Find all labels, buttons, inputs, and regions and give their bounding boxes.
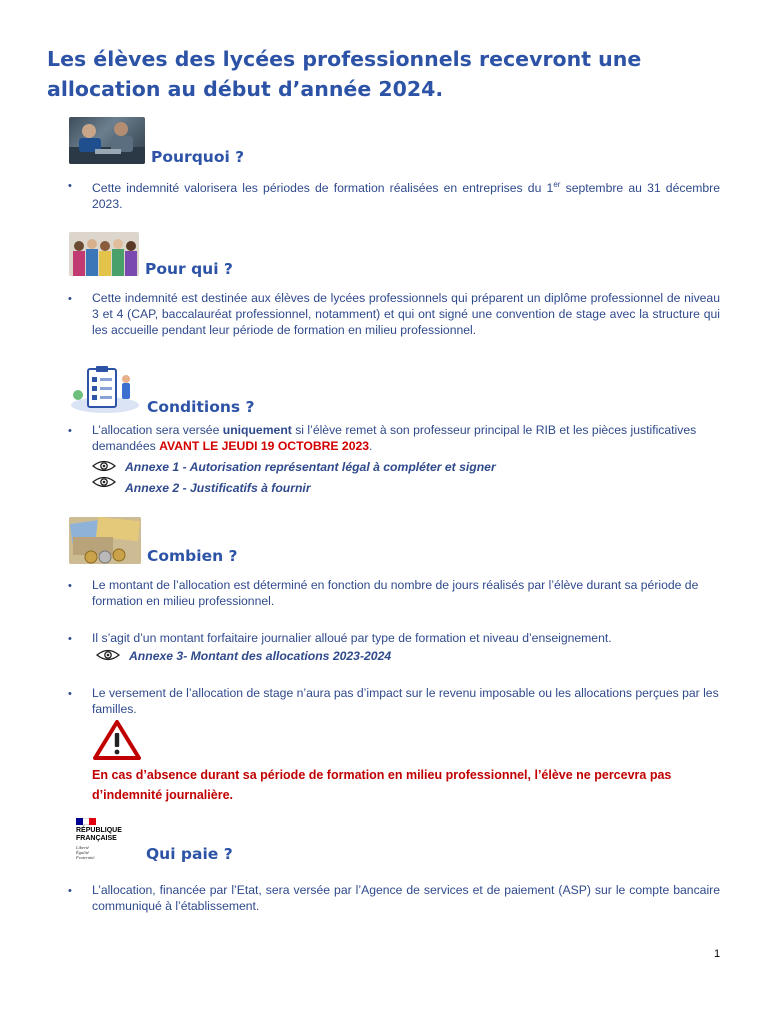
combien-text-3: Le versement de l’allocation de stage n’aura pas d’impact sur le revenu imposable ou les allocations perçues par les familles. [92, 686, 719, 716]
annex-3-link[interactable]: Annexe 3- Montant des allocations 2023-2024 [129, 649, 392, 663]
section-heading-combien: Combien ? [147, 547, 238, 565]
absence-warning: En cas d’absence durant sa période de formation en milieu professionnel, l’élève ne percevra pas d’indemnité journalière. [92, 768, 672, 802]
warning-triangle-icon [92, 719, 142, 761]
section-heading-qui-paie: Qui paie ? [146, 845, 233, 863]
page-number: 1 [714, 948, 721, 960]
pourquoi-text: Cette indemnité valorisera les périodes de formation réalisées en entreprises du 1er septembre au 31 décembre 2023. [92, 180, 720, 212]
conditions-text: L’allocation sera versée uniquement si l’élève remet à son professeur principal le RIB et les pièces justificatives demandées AVANT LE JEUDI 19 OCTOBRE 2023. [92, 423, 697, 453]
combien-text-2: Il s’agit d’un montant forfaitaire journalier alloué par type de formation et niveau d’enseignement. [92, 631, 612, 645]
section-heading-pour-qui: Pour qui ? [145, 260, 233, 278]
republique-francaise-logo: RÉPUBLIQUE FRANÇAISE Liberté Égalité Fraternité [76, 818, 140, 860]
section-heading-conditions: Conditions ? [147, 398, 255, 416]
bullet: • [68, 580, 72, 592]
annex-2-link[interactable]: Annexe 2 - Justificatifs à fournir [125, 481, 311, 495]
pour-qui-text: Cette indemnité est destinée aux élèves de lycées professionnels qui préparent un diplôme professionnel de niveau 3 et 4 (CAP, baccalauréat professionnel, notamment) et qui ont signé une convention de stage avec la structure qui les accueille pendant leur période de formation en milieu professionnel. [92, 291, 720, 337]
bullet: • [68, 633, 72, 645]
eye-icon [92, 459, 116, 473]
annex-1-link[interactable]: Annexe 1 - Autorisation représentant légal à compléter et signer [125, 460, 496, 474]
checklist-illustration [70, 365, 140, 413]
bullet: • [68, 180, 72, 192]
combien-text-1: Le montant de l’allocation est déterminé en fonction du nombre de jours réalisés par l’élève durant sa période de formation en milieu professionnel. [92, 578, 699, 608]
page-title: Les élèves des lycées professionnels recevront une allocation au début d’année 2024. [47, 47, 642, 101]
eye-icon [92, 475, 116, 489]
students-photo [69, 232, 139, 276]
bullet: • [68, 885, 72, 897]
bullet: • [68, 688, 72, 700]
bullet: • [68, 425, 72, 437]
section-heading-pourquoi: Pourquoi ? [151, 148, 245, 166]
qui-paie-text: L’allocation, financée par l’Etat, sera versée par l’Agence de services et de paiement (ASP) sur le compte bancaire communiqué à l’établissement. [92, 883, 720, 913]
bullet: • [68, 293, 72, 305]
eye-icon [96, 648, 120, 662]
workshop-photo [69, 117, 145, 164]
money-photo [69, 517, 141, 564]
